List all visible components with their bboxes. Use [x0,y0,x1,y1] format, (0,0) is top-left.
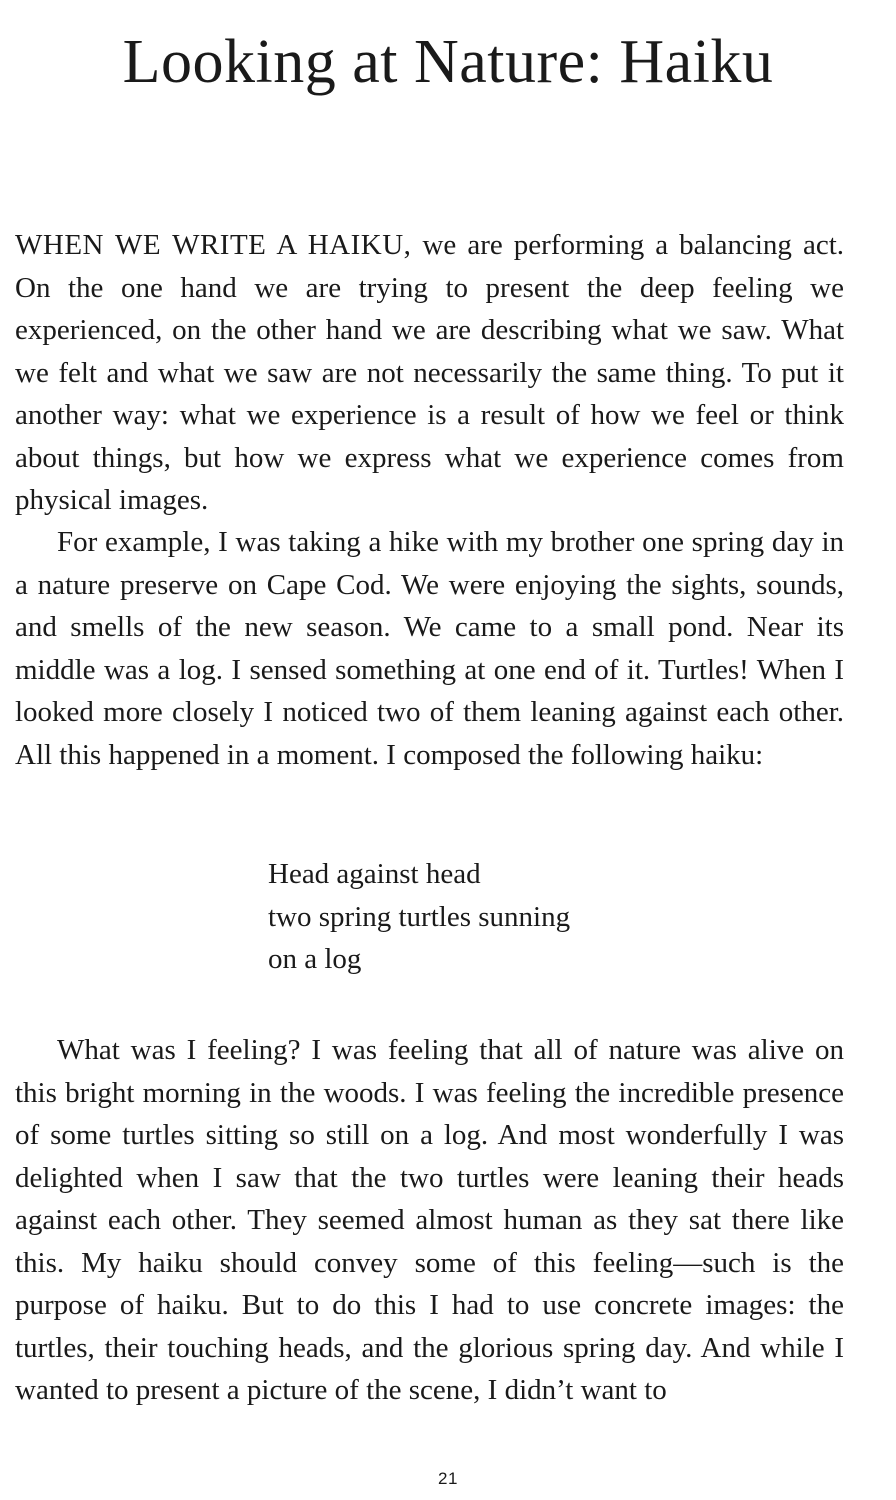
paragraph-3: What was I feeling? I was feeling that all of nature was alive on this bright morning in the woods. I was feeling the incredible presence of some turtles sitting so still on a log. And most wonderfully I was delighted when I saw that the two turtles were leaning their heads against each other. They seemed almost human as they sat there like this. My haiku should convey some of this feeling—such is the purpose of haiku. But to do this I had to use concrete images: the turtles, their touching heads, and the glorious spring day. And while I wanted to present a picture of the scene, I didn’t want to [15,1034,844,1406]
paragraph-2: For example, I was taking a hike with my brother one spring day in a nature preserve on Cape Cod. We were enjoying the sights, sounds, and smells of the new season. We came to a small pond. Near its middle was a log. I sensed something at one end of it. Turtles! When I looked more closely I noticed two of them leaning against each other. All this happened in a moment. I composed the following haiku: [15,526,844,771]
haiku-poem [268,853,570,981]
paragraph-1-text: we are performing a balancing act. On the one hand we are trying to present the deep feeling we experienced, on the other hand we are describing what we saw. What we felt and what we saw are not necessarily the same thing. To put it another way: what we experience is a result of how we feel or think about things, but how we express what we experience comes from physical images. [15,229,845,516]
paragraph-1 [15,224,844,522]
paragraph-lead-in: WHEN WE WRITE A HAIKU, [15,229,412,261]
poem-line-3: on a log [268,943,362,975]
chapter-title: Looking at Nature: Haiku [122,28,774,96]
poem-line-2: two spring turtles sunning [268,900,571,933]
page-number: 21 [438,1469,458,1488]
poem-line-1: Head against head [268,858,481,890]
